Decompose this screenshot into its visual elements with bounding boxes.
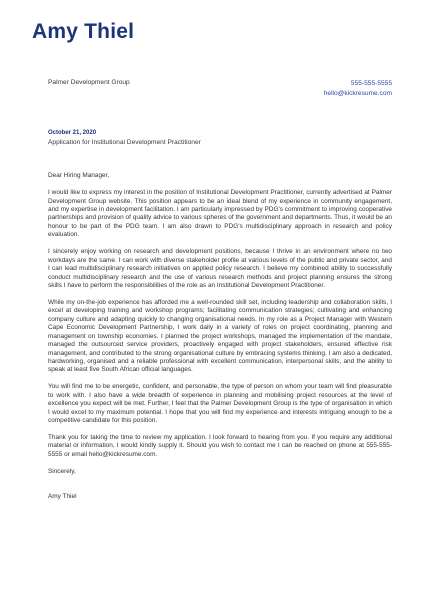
applicant-name: Amy Thiel [32,20,135,43]
paragraph-4: You will find me to be energetic, confident, and personable, the type of person on whom your team will find pleasurable to work with. I also have a wide breadth of experience in planning and mobilising project resources at the level of excellence you expect will be met. Further, I feel that the Palmer Development Group is the type of organisation in which I would excel to my maximum potential. I hope that you will find my experience and interests intriguing enough to be a competitive candidate for this position. [48,383,392,425]
paragraph-5: Thank you for taking the time to review my application. I look forward to hearing from you. If you require any additional material or information, I would kindly supply it. Should you wish to contact me I can be reached on phone at 555-555-5555 or email hello@kickresume.com. [48,433,392,458]
signature-name: Amy Thiel [48,493,77,501]
letter-date: October 21, 2020 [48,130,97,136]
recipient-company: Palmer Development Group [48,79,130,86]
letter-body [48,172,392,502]
paragraph-1: I would like to express my interest in the position of Institutional Development Practitioner, currently advertised at Palmer Development Group website. This position appears to be an ideal blend of my experience in community engagement, and my expertise in development facilitation. I am particularly impressed by PDG's commitment to improving cooperative partnerships and provision of quality advice to various spheres of the government and departments. Thus, it would be an honour to be part of the PDG team. I am also drawn to PDG's multidisciplinary approach in research and policy evaluation. [48,189,392,239]
closing: Sincerely, [48,467,76,475]
email-address[interactable]: hello@kickresume.com [323,89,392,97]
paragraph-2: I sincerely enjoy working on research and development positions, because I thrive in an environment where no two workdays are the same. I can work with diverse stakeholder profile at various levels of the public and private sector, and I can lead multidisciplinary research initiatives on applied policy research. I believe my combined ability to successfully conduct multidisciplinary research and the use of various research methods and project planning ensures the strong skills I have to perform the responsibilities of the role as an Institutional Development Practitioner. [48,248,392,289]
letter-subject: Application for Institutional Development Practitioner [48,139,201,146]
paragraph-3: While my on-the-job experience has afforded me a well-rounded skill set, including leadership and collaboration skills, I excel at developing training and workshop programs; facilitating communication strategies; cultivating and enhancing company culture and adapting quickly to changing organisational needs. In my role as a Project Manager with Western Cape Economic Development Partnership, I work daily in a variety of roles on project coordinating, planning and management on township economies. I planned the project workshops, managed the implementation of the mandate, managed the outsourced service providers, proactively engaged with project stakeholders, ensured effective risk management, and contributed to the strong organisational culture by embracing systems thinking. I am also a dedicated, hardworking, organised and a reliable professional with excellent communication, interpersonal skills, and the ability to speak at least five South African official languages. [48,298,392,374]
greeting: Dear Hiring Manager, [48,172,110,179]
contact-info [324,79,392,98]
phone-number[interactable]: 555-555-5555 [350,80,392,87]
